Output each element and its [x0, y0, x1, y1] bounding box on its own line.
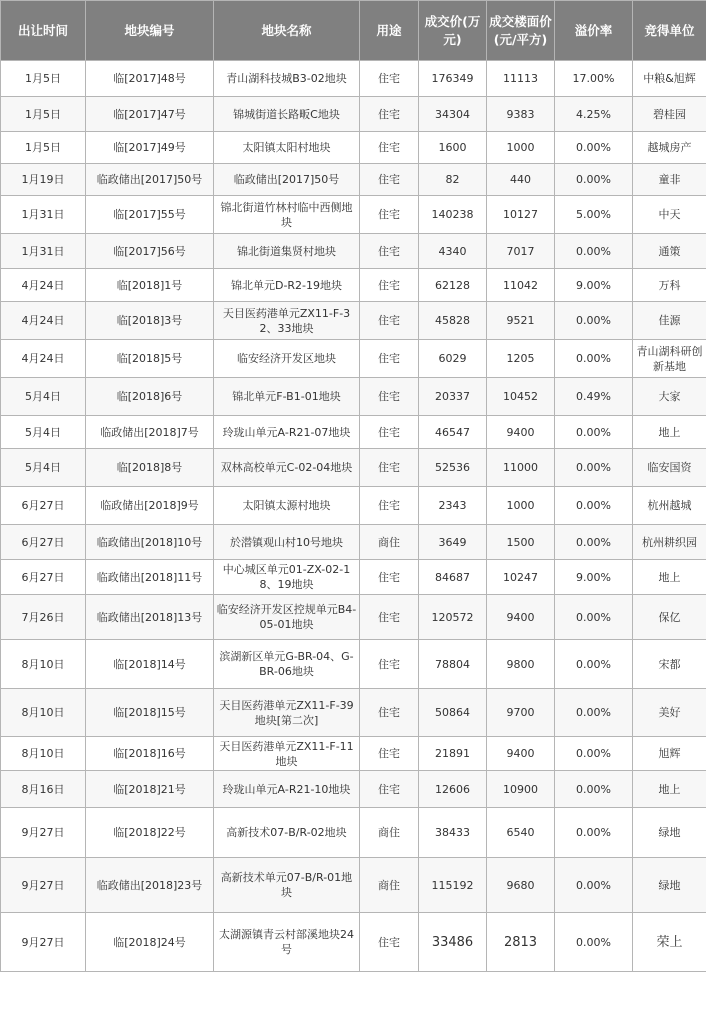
- cell-winner: 保亿: [633, 595, 706, 640]
- cell-name: 锦北街道竹林村临中西侧地块: [214, 196, 360, 234]
- table-row: [1, 640, 706, 689]
- cell-winner: 美好: [633, 689, 706, 737]
- cell-name: 临安经济开发区地块: [214, 340, 360, 378]
- cell-winner: 临安国资: [633, 449, 706, 487]
- table-row: [1, 449, 706, 487]
- cell-date: 4月24日: [1, 302, 86, 340]
- cell-unit-price: 2813: [487, 913, 555, 972]
- cell-premium: 0.00%: [555, 771, 633, 808]
- cell-winner: 佳源: [633, 302, 706, 340]
- cell-unit-price: 1000: [487, 132, 555, 164]
- table-row: [1, 808, 706, 858]
- cell-name: 青山湖科技城B3-02地块: [214, 61, 360, 97]
- cell-code: 临[2017]56号: [86, 234, 214, 269]
- cell-name: 太阳镇太阳村地块: [214, 132, 360, 164]
- cell-code: 临[2018]5号: [86, 340, 214, 378]
- cell-use: 住宅: [360, 771, 419, 808]
- cell-use: 商住: [360, 525, 419, 560]
- cell-unit-price: 440: [487, 164, 555, 196]
- cell-name: 天目医药港单元ZX11-F-11地块: [214, 737, 360, 771]
- table-row: [1, 771, 706, 808]
- cell-unit-price: 10247: [487, 560, 555, 595]
- table-body: [1, 61, 706, 972]
- cell-winner: 地上: [633, 560, 706, 595]
- cell-name: 临政储出[2017]50号: [214, 164, 360, 196]
- cell-winner: 通策: [633, 234, 706, 269]
- cell-name: 高新技术07-B/R-02地块: [214, 808, 360, 858]
- cell-price: 62128: [419, 269, 487, 302]
- cell-winner: 荣上: [633, 913, 706, 972]
- cell-price: 84687: [419, 560, 487, 595]
- cell-premium: 9.00%: [555, 269, 633, 302]
- cell-code: 临政储出[2018]23号: [86, 858, 214, 913]
- table-row: [1, 196, 706, 234]
- cell-unit-price: 10127: [487, 196, 555, 234]
- cell-price: 45828: [419, 302, 487, 340]
- cell-price: 34304: [419, 97, 487, 132]
- cell-use: 住宅: [360, 302, 419, 340]
- cell-use: 住宅: [360, 234, 419, 269]
- cell-unit-price: 9383: [487, 97, 555, 132]
- table-row: [1, 487, 706, 525]
- cell-code: 临[2018]15号: [86, 689, 214, 737]
- cell-premium: 0.00%: [555, 737, 633, 771]
- cell-date: 6月27日: [1, 525, 86, 560]
- cell-code: 临[2018]8号: [86, 449, 214, 487]
- cell-date: 7月26日: [1, 595, 86, 640]
- cell-winner: 杭州越城: [633, 487, 706, 525]
- cell-date: 4月24日: [1, 340, 86, 378]
- cell-name: 锦北单元F-B1-01地块: [214, 378, 360, 416]
- cell-price: 46547: [419, 416, 487, 449]
- cell-code: 临政储出[2018]13号: [86, 595, 214, 640]
- cell-code: 临[2018]16号: [86, 737, 214, 771]
- cell-winner: 中粮&旭辉: [633, 61, 706, 97]
- header-date: 出让时间: [1, 1, 86, 61]
- table-row: [1, 416, 706, 449]
- table-header-row: [1, 1, 706, 61]
- cell-code: 临政储出[2018]10号: [86, 525, 214, 560]
- cell-use: 商住: [360, 858, 419, 913]
- cell-code: 临[2017]47号: [86, 97, 214, 132]
- cell-unit-price: 11113: [487, 61, 555, 97]
- header-premium: 溢价率: [555, 1, 633, 61]
- cell-premium: 4.25%: [555, 97, 633, 132]
- cell-unit-price: 6540: [487, 808, 555, 858]
- cell-premium: 0.00%: [555, 858, 633, 913]
- header-name: 地块名称: [214, 1, 360, 61]
- cell-premium: 9.00%: [555, 560, 633, 595]
- cell-unit-price: 1205: [487, 340, 555, 378]
- cell-use: 住宅: [360, 689, 419, 737]
- cell-winner: 碧桂园: [633, 97, 706, 132]
- header-price: 成交价(万元): [419, 1, 487, 61]
- cell-premium: 0.00%: [555, 416, 633, 449]
- cell-unit-price: 9521: [487, 302, 555, 340]
- cell-unit-price: 7017: [487, 234, 555, 269]
- cell-premium: 0.00%: [555, 525, 633, 560]
- cell-premium: 0.00%: [555, 340, 633, 378]
- cell-unit-price: 9400: [487, 737, 555, 771]
- cell-price: 3649: [419, 525, 487, 560]
- cell-code: 临[2018]24号: [86, 913, 214, 972]
- cell-unit-price: 10452: [487, 378, 555, 416]
- cell-unit-price: 11000: [487, 449, 555, 487]
- cell-use: 商住: [360, 808, 419, 858]
- cell-winner: 旭辉: [633, 737, 706, 771]
- cell-price: 78804: [419, 640, 487, 689]
- table-row: [1, 595, 706, 640]
- cell-code: 临政储出[2017]50号: [86, 164, 214, 196]
- cell-price: 52536: [419, 449, 487, 487]
- cell-name: 玲珑山单元A-R21-07地块: [214, 416, 360, 449]
- cell-premium: 0.00%: [555, 164, 633, 196]
- cell-premium: 0.00%: [555, 132, 633, 164]
- cell-premium: 0.00%: [555, 595, 633, 640]
- cell-unit-price: 9680: [487, 858, 555, 913]
- cell-price: 6029: [419, 340, 487, 378]
- table-row: [1, 302, 706, 340]
- cell-date: 6月27日: [1, 560, 86, 595]
- cell-date: 8月10日: [1, 689, 86, 737]
- header-code: 地块编号: [86, 1, 214, 61]
- header-use: 用途: [360, 1, 419, 61]
- cell-use: 住宅: [360, 340, 419, 378]
- cell-premium: 0.49%: [555, 378, 633, 416]
- cell-price: 115192: [419, 858, 487, 913]
- cell-use: 住宅: [360, 196, 419, 234]
- cell-date: 4月24日: [1, 269, 86, 302]
- table-row: [1, 340, 706, 378]
- cell-price: 2343: [419, 487, 487, 525]
- cell-price: 33486: [419, 913, 487, 972]
- cell-date: 1月31日: [1, 196, 86, 234]
- cell-code: 临[2018]21号: [86, 771, 214, 808]
- cell-name: 锦北街道集贤村地块: [214, 234, 360, 269]
- cell-code: 临[2018]6号: [86, 378, 214, 416]
- cell-price: 50864: [419, 689, 487, 737]
- cell-date: 9月27日: [1, 858, 86, 913]
- cell-winner: 绿地: [633, 858, 706, 913]
- cell-code: 临[2017]48号: [86, 61, 214, 97]
- cell-date: 9月27日: [1, 913, 86, 972]
- table-row: [1, 234, 706, 269]
- cell-use: 住宅: [360, 449, 419, 487]
- cell-unit-price: 1000: [487, 487, 555, 525]
- cell-winner: 地上: [633, 771, 706, 808]
- cell-use: 住宅: [360, 416, 419, 449]
- cell-use: 住宅: [360, 269, 419, 302]
- cell-premium: 0.00%: [555, 689, 633, 737]
- cell-winner: 越城房产: [633, 132, 706, 164]
- cell-use: 住宅: [360, 560, 419, 595]
- cell-code: 临[2018]22号: [86, 808, 214, 858]
- cell-use: 住宅: [360, 378, 419, 416]
- cell-price: 21891: [419, 737, 487, 771]
- cell-winner: 绿地: [633, 808, 706, 858]
- cell-code: 临政储出[2018]7号: [86, 416, 214, 449]
- cell-date: 8月10日: [1, 640, 86, 689]
- cell-date: 1月5日: [1, 132, 86, 164]
- table-row: [1, 689, 706, 737]
- cell-use: 住宅: [360, 487, 419, 525]
- cell-date: 1月5日: [1, 61, 86, 97]
- cell-code: 临政储出[2018]9号: [86, 487, 214, 525]
- cell-winner: 中天: [633, 196, 706, 234]
- cell-name: 天目医药港单元ZX11-F-32、33地块: [214, 302, 360, 340]
- cell-unit-price: 9800: [487, 640, 555, 689]
- cell-date: 1月31日: [1, 234, 86, 269]
- cell-code: 临[2018]14号: [86, 640, 214, 689]
- cell-name: 双林高校单元C-02-04地块: [214, 449, 360, 487]
- cell-winner: 杭州耕织园: [633, 525, 706, 560]
- cell-price: 1600: [419, 132, 487, 164]
- cell-name: 高新技术单元07-B/R-01地块: [214, 858, 360, 913]
- table-row: [1, 560, 706, 595]
- cell-date: 1月5日: [1, 97, 86, 132]
- cell-unit-price: 9400: [487, 595, 555, 640]
- table-row: [1, 164, 706, 196]
- cell-unit-price: 9700: [487, 689, 555, 737]
- table-row: [1, 61, 706, 97]
- cell-name: 於潜镇观山村10号地块: [214, 525, 360, 560]
- cell-code: 临[2017]55号: [86, 196, 214, 234]
- cell-code: 临政储出[2018]11号: [86, 560, 214, 595]
- cell-winner: 万科: [633, 269, 706, 302]
- cell-date: 6月27日: [1, 487, 86, 525]
- cell-date: 5月4日: [1, 416, 86, 449]
- cell-use: 住宅: [360, 97, 419, 132]
- cell-price: 82: [419, 164, 487, 196]
- table-row: [1, 97, 706, 132]
- cell-use: 住宅: [360, 132, 419, 164]
- cell-name: 锦北单元D-R2-19地块: [214, 269, 360, 302]
- cell-unit-price: 1500: [487, 525, 555, 560]
- cell-name: 临安经济开发区控规单元B4-05-01地块: [214, 595, 360, 640]
- cell-name: 天目医药港单元ZX11-F-39地块[第二次]: [214, 689, 360, 737]
- cell-price: 120572: [419, 595, 487, 640]
- cell-use: 住宅: [360, 595, 419, 640]
- cell-name: 滨湖新区单元G-BR-04、G-BR-06地块: [214, 640, 360, 689]
- cell-winner: 童非: [633, 164, 706, 196]
- table-row: [1, 378, 706, 416]
- cell-code: 临[2018]1号: [86, 269, 214, 302]
- cell-premium: 0.00%: [555, 449, 633, 487]
- cell-unit-price: 11042: [487, 269, 555, 302]
- cell-premium: 0.00%: [555, 913, 633, 972]
- cell-date: 1月19日: [1, 164, 86, 196]
- cell-winner: 地上: [633, 416, 706, 449]
- cell-winner: 大家: [633, 378, 706, 416]
- cell-unit-price: 10900: [487, 771, 555, 808]
- cell-winner: 青山湖科研创新基地: [633, 340, 706, 378]
- cell-name: 太阳镇太源村地块: [214, 487, 360, 525]
- table-row: [1, 132, 706, 164]
- cell-date: 8月10日: [1, 737, 86, 771]
- cell-price: 20337: [419, 378, 487, 416]
- cell-price: 4340: [419, 234, 487, 269]
- cell-price: 12606: [419, 771, 487, 808]
- cell-premium: 0.00%: [555, 640, 633, 689]
- cell-code: 临[2018]3号: [86, 302, 214, 340]
- table-row: [1, 913, 706, 972]
- cell-code: 临[2017]49号: [86, 132, 214, 164]
- table-row: [1, 269, 706, 302]
- header-winner: 竞得单位: [633, 1, 706, 61]
- cell-name: 中心城区单元01-ZX-02-18、19地块: [214, 560, 360, 595]
- header-unit-price: 成交楼面价(元/平方): [487, 1, 555, 61]
- cell-premium: 0.00%: [555, 487, 633, 525]
- cell-date: 8月16日: [1, 771, 86, 808]
- cell-name: 太湖源镇青云村部溪地块24号: [214, 913, 360, 972]
- cell-premium: 0.00%: [555, 808, 633, 858]
- cell-premium: 0.00%: [555, 234, 633, 269]
- table-row: [1, 525, 706, 560]
- cell-date: 5月4日: [1, 378, 86, 416]
- cell-premium: 0.00%: [555, 302, 633, 340]
- table-row: [1, 737, 706, 771]
- cell-winner: 宋都: [633, 640, 706, 689]
- cell-date: 9月27日: [1, 808, 86, 858]
- cell-name: 玲珑山单元A-R21-10地块: [214, 771, 360, 808]
- cell-premium: 17.00%: [555, 61, 633, 97]
- table-row: [1, 858, 706, 913]
- cell-use: 住宅: [360, 913, 419, 972]
- cell-use: 住宅: [360, 61, 419, 97]
- cell-date: 5月4日: [1, 449, 86, 487]
- cell-name: 锦城街道长路畈C地块: [214, 97, 360, 132]
- cell-price: 38433: [419, 808, 487, 858]
- cell-premium: 5.00%: [555, 196, 633, 234]
- cell-use: 住宅: [360, 737, 419, 771]
- cell-price: 176349: [419, 61, 487, 97]
- cell-unit-price: 9400: [487, 416, 555, 449]
- cell-use: 住宅: [360, 640, 419, 689]
- cell-use: 住宅: [360, 164, 419, 196]
- cell-price: 140238: [419, 196, 487, 234]
